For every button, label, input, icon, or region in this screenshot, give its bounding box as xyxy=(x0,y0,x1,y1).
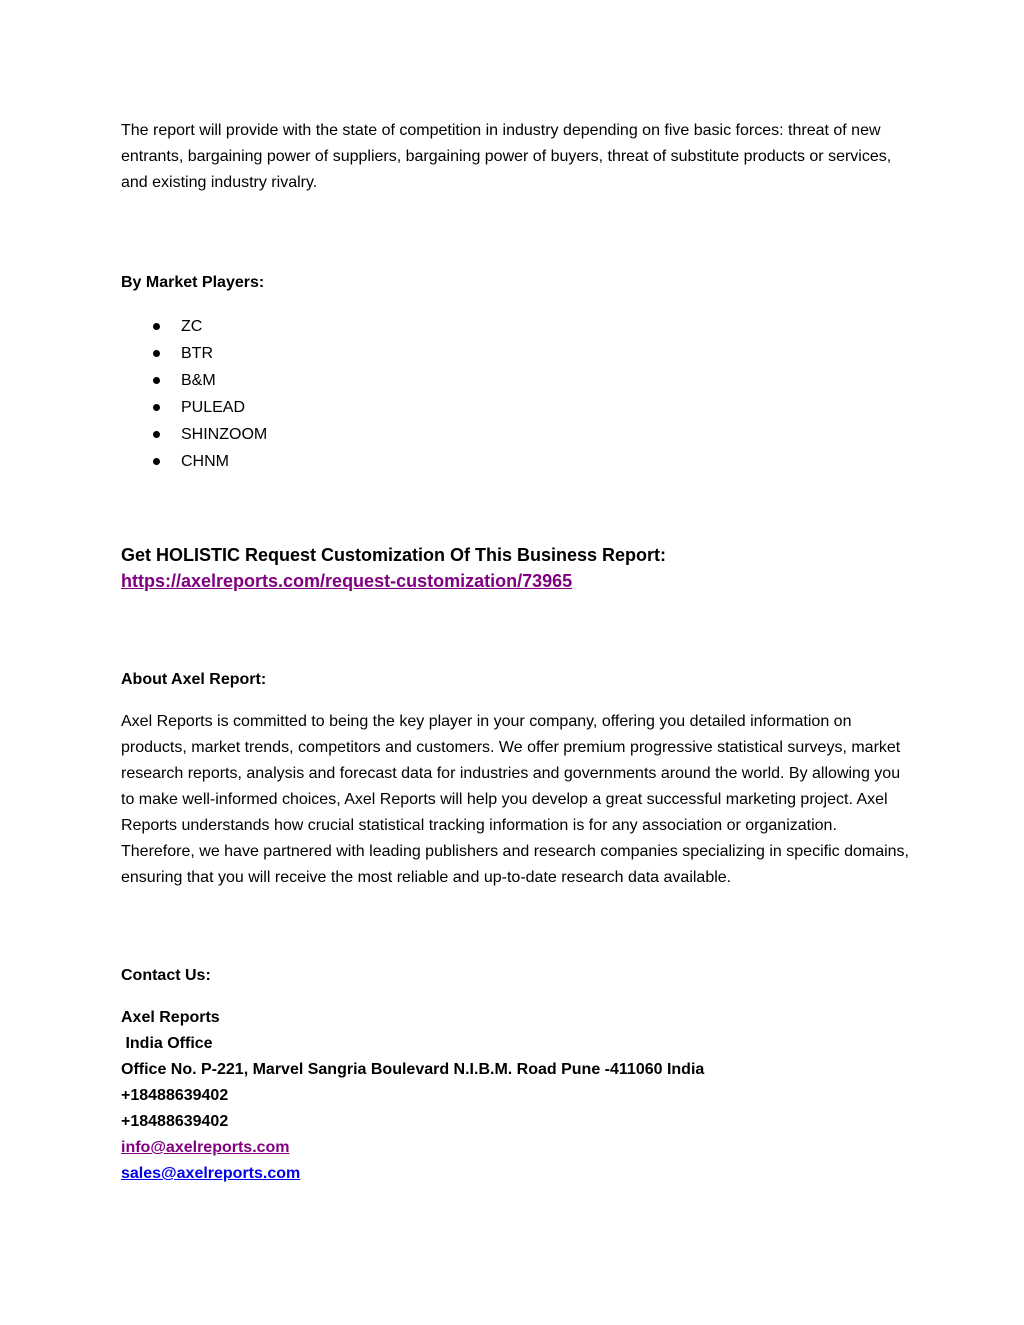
customization-section xyxy=(121,542,911,596)
list-item xyxy=(121,394,911,421)
bullet-icon xyxy=(153,458,160,465)
player-name: ZC xyxy=(181,318,203,335)
customization-link[interactable]: https://axelreports.com/request-customization/73965 xyxy=(121,571,573,591)
intro-paragraph: The report will provide with the state of competition in industry depending on five basic forces: threat of new entrants, bargaining power of suppliers, bargaining power of buyers, threat of substitute products or services, and existing industry rivalry. xyxy=(121,122,892,191)
bullet-icon xyxy=(153,404,160,411)
customization-heading: Get HOLISTIC Request Customization Of This Business Report: xyxy=(121,545,667,565)
player-name: B&M xyxy=(181,372,216,389)
player-name: SHINZOOM xyxy=(181,426,268,443)
phone-number: +18488639402 xyxy=(121,1087,229,1104)
bullet-icon xyxy=(153,323,160,330)
player-name: PULEAD xyxy=(181,399,246,416)
player-name: CHNM xyxy=(181,453,229,470)
list-item xyxy=(121,340,911,367)
phone-number: +18488639402 xyxy=(121,1113,229,1130)
office-address: Office No. P-221, Marvel Sangria Boulevard N.I.B.M. Road Pune -411060 India xyxy=(121,1061,705,1078)
market-players-heading: By Market Players: xyxy=(121,274,265,291)
bullet-icon xyxy=(153,350,160,357)
about-paragraph: Axel Reports is committed to being the key player in your company, offering you detailed information on products, market trends, competitors and customers. We offer premium progressive statistical surveys, market research reports, analysis and forecast data for industries and governments around the world. By allowing you to make well-informed choices, Axel Reports will help you develop a great successful marketing project. Axel Reports understands how crucial statistical tracking information is for any association or organization. Therefore, we have partnered with leading publishers and research companies specializing in specific domains, ensuring that you will receive the most reliable and up-to-date research data available. xyxy=(121,713,909,886)
player-name: BTR xyxy=(181,345,213,362)
info-email-row xyxy=(121,1135,911,1161)
list-item xyxy=(121,448,911,475)
bullet-icon xyxy=(153,431,160,438)
company-name: Axel Reports xyxy=(121,1009,220,1026)
sales-email-row xyxy=(121,1161,911,1187)
bullet-icon xyxy=(153,377,160,384)
list-item xyxy=(121,421,911,448)
office-label: India Office xyxy=(121,1035,213,1052)
list-item xyxy=(121,367,911,394)
sales-email-link[interactable]: sales@axelreports.com xyxy=(121,1165,301,1182)
list-item xyxy=(121,313,911,340)
about-heading: About Axel Report: xyxy=(121,671,267,688)
contact-heading: Contact Us: xyxy=(121,967,211,984)
document-body xyxy=(121,118,911,1187)
info-email-link[interactable]: info@axelreports.com xyxy=(121,1139,290,1156)
market-players-list xyxy=(121,313,911,475)
contact-details xyxy=(121,1005,911,1187)
